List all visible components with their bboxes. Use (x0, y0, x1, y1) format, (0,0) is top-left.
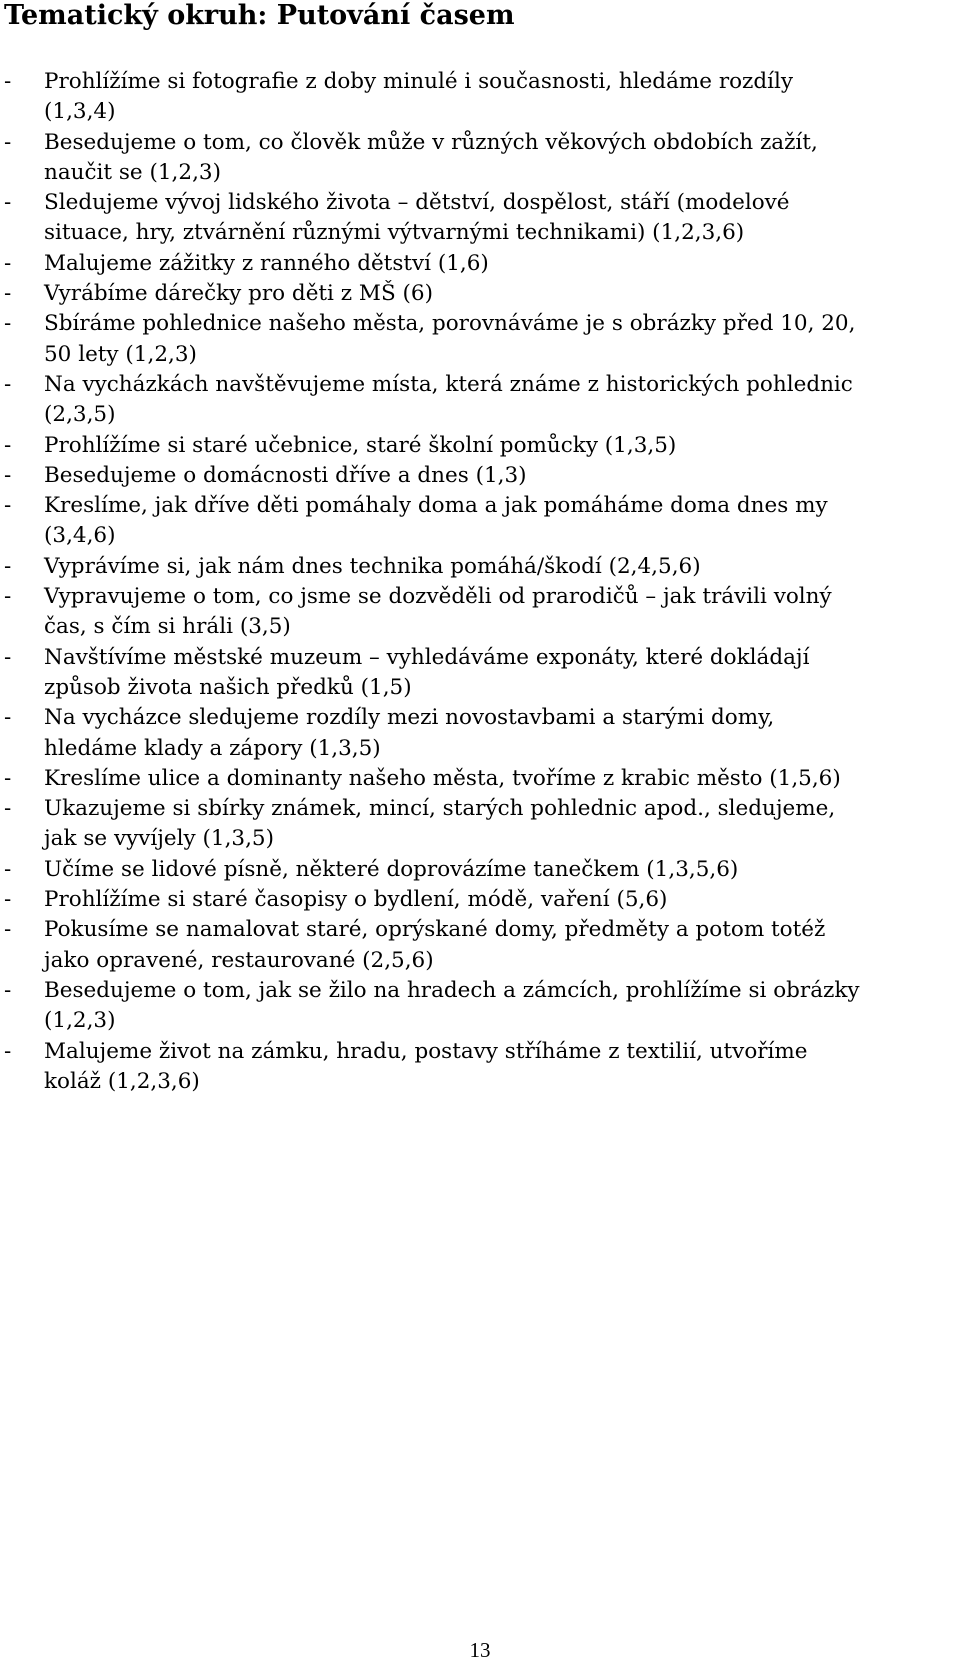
list-item-text: Vyrábíme dárečky pro děti z MŠ (6) (44, 281, 433, 307)
list-item (0, 431, 960, 461)
list-item (0, 855, 960, 885)
bullet-dash: - (4, 493, 12, 519)
list-item (0, 188, 960, 249)
list-item-text: Na vycházce sledujeme rozdíly mezi novostavbami a starými domy, hledáme klady a zápory (1,3,5) (44, 705, 775, 761)
bullet-dash: - (4, 1038, 12, 1064)
list-item-text: Prohlížíme si staré učebnice, staré školní pomůcky (1,3,5) (44, 432, 677, 458)
list-item (0, 279, 960, 309)
list-item-text: Prohlížíme si staré časopisy o bydlení, módě, vaření (5,6) (44, 887, 668, 913)
list-item (0, 915, 960, 976)
list-item-text: Vyprávíme si, jak nám dnes technika pomáhá/škodí (2,4,5,6) (44, 553, 701, 579)
bullet-dash: - (4, 250, 12, 276)
list-item (0, 128, 960, 189)
list-item-text: Sledujeme vývoj lidského života – dětství, dospělost, stáří (modelové situace, hry, ztvárnění různými výtvarnými technikami) (1,2,3,6) (44, 190, 790, 246)
bullet-dash: - (4, 69, 12, 94)
list-item (0, 552, 960, 582)
page-number: 13 (469, 1638, 491, 1662)
list-item-text: Prohlížíme si fotografie z doby minulé i současnosti, hledáme rozdíly (1,3,4) (44, 69, 794, 125)
list-item-text: Malujeme život na zámku, hradu, postavy stříháme z textilií, utvoříme koláž (1,2,3,6) (44, 1038, 808, 1094)
bullet-dash: - (4, 644, 12, 670)
bullet-dash: - (4, 432, 12, 458)
list-item-text: Sbíráme pohlednice našeho města, porovnáváme je s obrázky před 10, 20, 50 lety (1,2,3) (44, 311, 856, 367)
list-item (0, 764, 960, 794)
list-item (0, 461, 960, 491)
list-item-text: Kreslíme ulice a dominanty našeho města, tvoříme z krabic město (1,5,6) (44, 765, 841, 791)
list-item (0, 309, 960, 370)
list-item (0, 1037, 960, 1098)
list-item (0, 491, 960, 552)
list-item-text: Besedujeme o tom, co člověk může v různých věkových obdobích zažít, naučit se (1,2,3) (44, 129, 818, 185)
list-item-text: Učíme se lidové písně, některé doprovázíme tanečkem (1,3,5,6) (44, 856, 739, 882)
list-item (0, 794, 960, 855)
bullet-dash: - (4, 705, 12, 731)
bullet-dash: - (4, 584, 12, 610)
activity-list (0, 67, 960, 1097)
page-title: Tematický okruh: Putování časem (4, 0, 515, 31)
bullet-dash: - (4, 311, 12, 337)
list-item (0, 582, 960, 643)
list-item-text: Na vycházkách navštěvujeme místa, která známe z historických pohlednic (2,3,5) (44, 371, 853, 428)
list-item-text: Malujeme zážitky z ranného dětství (1,6) (44, 250, 489, 276)
list-item-text: Vypravujeme o tom, co jsme se dozvěděli od prarodičů – jak trávili volný čas, s čím si hráli (3,5) (44, 584, 832, 640)
bullet-dash: - (4, 977, 12, 1003)
list-item (0, 643, 960, 704)
list-item (0, 885, 960, 915)
bullet-dash: - (4, 462, 12, 488)
list-item-text: Besedujeme o domácnosti dříve a dnes (1,3) (44, 462, 527, 488)
list-item-text: Pokusíme se namalovat staré, oprýskané domy, předměty a potom totéž jako opravené, restaurované (2,5,6) (44, 917, 826, 973)
list-item (0, 249, 960, 279)
list-item-text: Navštívíme městské muzeum – vyhledáváme exponáty, které dokládají způsob života našich předků (1,5) (44, 644, 810, 700)
list-item (0, 976, 960, 1037)
list-item-text: Besedujeme o tom, jak se žilo na hradech a zámcích, prohlížíme si obrázky (1,2,3) (44, 977, 860, 1034)
list-item (0, 370, 960, 431)
bullet-dash: - (4, 190, 12, 216)
bullet-dash: - (4, 765, 12, 791)
bullet-dash: - (4, 856, 12, 882)
bullet-dash: - (4, 371, 12, 397)
list-item (0, 67, 960, 128)
list-item-text: Ukazujeme si sbírky známek, mincí, starých pohlednic apod., sledujeme, jak se vyvíjely (1,3,5) (44, 796, 836, 852)
bullet-dash: - (4, 281, 12, 307)
bullet-dash: - (4, 917, 12, 943)
list-item-text: Kreslíme, jak dříve děti pomáhaly doma a jak pomáháme doma dnes my (3,4,6) (44, 493, 828, 549)
list-item (0, 703, 960, 764)
bullet-dash: - (4, 129, 12, 155)
bullet-dash: - (4, 796, 12, 822)
bullet-dash: - (4, 887, 12, 913)
bullet-dash: - (4, 553, 12, 579)
